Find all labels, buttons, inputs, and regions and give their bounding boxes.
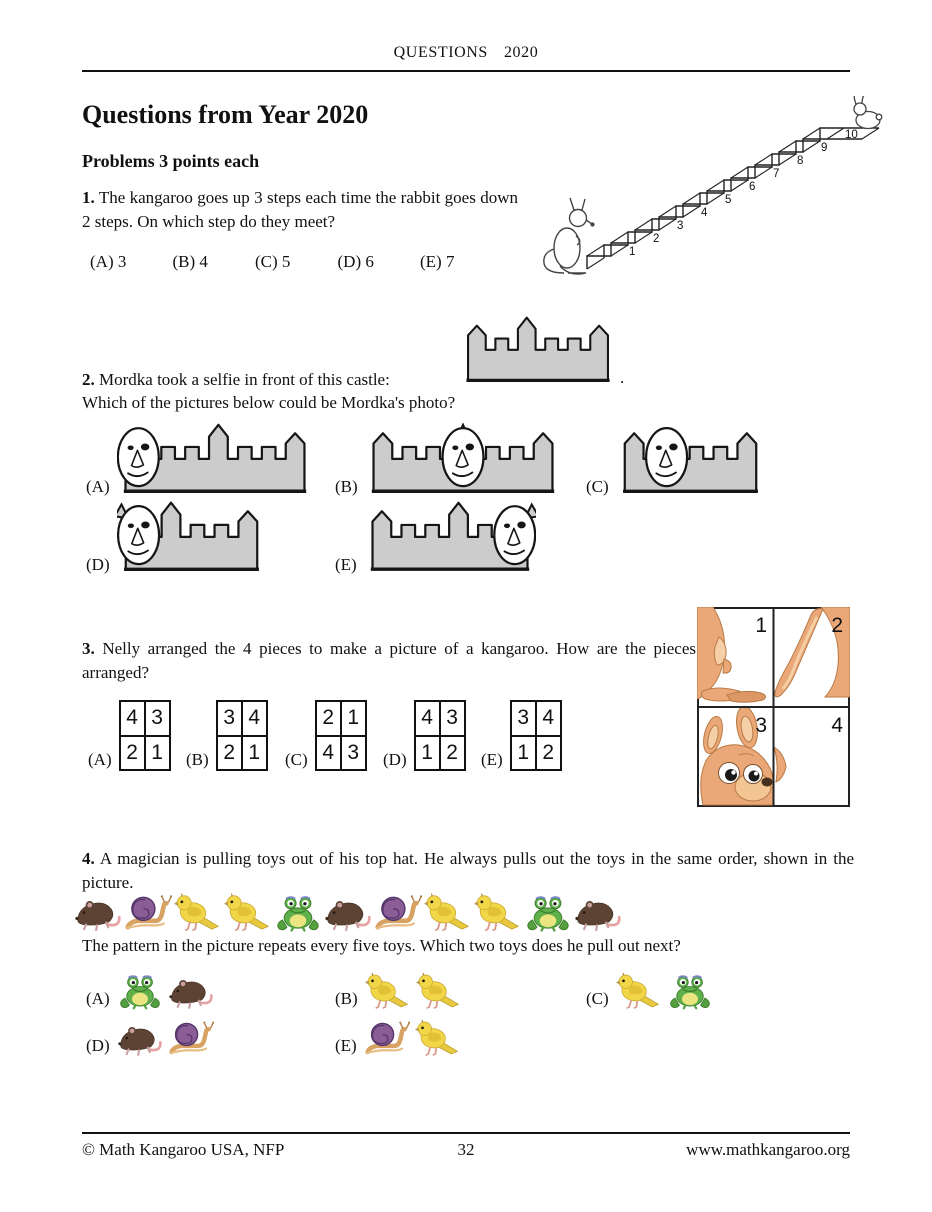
- answer-grid: [510, 700, 562, 771]
- grid-cell: 2: [316, 701, 341, 736]
- answer-choice: (E) 7: [420, 252, 455, 271]
- bird-toy-icon: [424, 893, 472, 932]
- grid-cell: 4: [242, 701, 267, 736]
- q4-number: 4.: [82, 849, 95, 868]
- grid-cell: 4: [536, 701, 561, 736]
- option-label: (C): [586, 477, 609, 496]
- castle-option-figure: [365, 423, 561, 498]
- page-header: [0, 44, 932, 62]
- q2-option-c: [586, 423, 765, 498]
- q2-text: 2. Mordka took a selfie in front of this castle:: [82, 370, 390, 389]
- footer-website: www.mathkangaroo.org: [686, 1140, 850, 1159]
- q3-option-c: [285, 700, 367, 771]
- answer-choice: (A) 3: [90, 252, 127, 271]
- option-label: (B): [335, 477, 358, 496]
- piece-number: 2: [831, 614, 843, 637]
- answer-choice: (B) 4: [172, 252, 208, 271]
- stair-step-number: 7: [773, 168, 780, 180]
- stair-step-number: 2: [653, 233, 660, 245]
- snail-toy-icon: [364, 1019, 410, 1057]
- castle-option-figure: [616, 423, 765, 498]
- grid-cell: 4: [316, 736, 341, 771]
- q4-question: The pattern in the picture repeats every five toys. Which two toys does he pull out next?: [82, 936, 681, 955]
- grid-cell: 4: [415, 701, 440, 736]
- castle-option-figure: [364, 501, 536, 576]
- q4-text: 4. A magician is pulling toys out of his top hat. He always pulls out the toys in the same order, shown in the picture.: [82, 849, 855, 892]
- q2-period: .: [620, 368, 625, 387]
- piece-number: 3: [755, 714, 767, 737]
- toy-pair-figure: [117, 1019, 214, 1057]
- q4-option-b: [335, 972, 462, 1010]
- snail-toy-icon: [168, 1019, 214, 1057]
- frog-toy-icon: [274, 893, 322, 932]
- stair-step-number: 10: [845, 129, 858, 141]
- q2-option-b: [335, 423, 561, 498]
- q4-option-c: [586, 972, 713, 1010]
- q2-question: Which of the pictures below could be Mordka's photo?: [82, 393, 456, 412]
- stair-step-number: 1: [629, 246, 636, 258]
- footer-rule: [82, 1132, 850, 1134]
- q2-option-d: [86, 501, 266, 576]
- castle-figure: [365, 423, 561, 493]
- grid-cell: 2: [217, 736, 242, 771]
- stair-step-number: 9: [821, 142, 828, 154]
- castle-option-figure: [117, 501, 266, 576]
- grid-cell: 2: [440, 736, 465, 771]
- toy-pair-figure: [364, 1019, 461, 1057]
- bird-toy-icon: [415, 1019, 461, 1057]
- toy-pair-figure: [117, 972, 214, 1010]
- q3-number: 3.: [82, 639, 95, 658]
- q1-number: 1.: [82, 188, 95, 207]
- snail-toy-icon: [374, 893, 422, 932]
- stair-step-number: 3: [677, 220, 684, 232]
- mouse-toy-icon: [74, 893, 122, 932]
- footer-page-number: 32: [457, 1140, 475, 1159]
- option-label: (E): [335, 555, 357, 574]
- castle-reference-figure: [460, 316, 616, 387]
- castle-figure: [616, 423, 765, 493]
- q4-option-d: [86, 1019, 214, 1057]
- bird-toy-icon: [365, 972, 411, 1010]
- grid-cell: 1: [511, 736, 536, 771]
- grid-cell: 1: [415, 736, 440, 771]
- toy-pair-figure: [616, 972, 713, 1010]
- q4-option-e: [335, 1019, 461, 1057]
- frog-toy-icon: [667, 972, 713, 1010]
- option-label: (B): [335, 989, 358, 1008]
- mouse-toy-icon: [168, 972, 214, 1010]
- grid-cell: 2: [120, 736, 145, 771]
- header-title: QUESTIONS 2020: [393, 44, 539, 61]
- castle-figure: [117, 501, 266, 571]
- rabbit-figure: [854, 96, 882, 129]
- grid-cell: 4: [120, 701, 145, 736]
- mouse-toy-icon: [324, 893, 372, 932]
- stair-step-number: 8: [797, 155, 804, 167]
- q3-option-b: [186, 700, 268, 771]
- bird-toy-icon: [616, 972, 662, 1010]
- piece-number: 4: [831, 714, 843, 737]
- option-label: (B): [186, 750, 209, 769]
- q3-option-a: [88, 700, 171, 771]
- section-heading: Problems 3 points each: [82, 151, 260, 171]
- q3-option-e: [481, 700, 562, 771]
- answer-grid: [216, 700, 268, 771]
- option-label: (E): [481, 750, 503, 769]
- answer-grid: [414, 700, 466, 771]
- bird-toy-icon: [416, 972, 462, 1010]
- staircase-figure: [534, 96, 886, 291]
- castle-figure: [364, 501, 536, 571]
- grid-cell: 3: [341, 736, 366, 771]
- grid-cell: 1: [145, 736, 170, 771]
- q1-choices: [90, 252, 503, 272]
- kangaroo-puzzle-figure: [697, 607, 850, 807]
- option-label: (E): [335, 1036, 357, 1055]
- toy-sequence-figure: [74, 888, 622, 932]
- bird-toy-icon: [174, 893, 222, 932]
- option-label: (A): [88, 750, 112, 769]
- option-label: (D): [86, 1036, 110, 1055]
- answer-choice: (C) 5: [255, 252, 291, 271]
- stair-step-number: 4: [701, 207, 708, 219]
- piece-number: 1: [755, 614, 767, 637]
- grid-cell: 1: [341, 701, 366, 736]
- grid-cell: 3: [217, 701, 242, 736]
- page-title: Questions from Year 2020: [82, 100, 369, 129]
- q2-option-a: [86, 423, 313, 498]
- q1-text: 1. The kangaroo goes up 3 steps each time the rabbit goes down 2 steps. On which step do they meet?: [82, 188, 518, 231]
- answer-grid: [315, 700, 367, 771]
- option-label: (D): [383, 750, 407, 769]
- grid-cell: 1: [242, 736, 267, 771]
- castle-figure: [460, 316, 616, 382]
- snail-toy-icon: [124, 893, 172, 932]
- q4-option-a: [86, 972, 214, 1010]
- bird-toy-icon: [474, 893, 522, 932]
- q3-text: 3. Nelly arranged the 4 pieces to make a picture of a kangaroo. How are the pieces arranged?: [82, 639, 696, 682]
- option-label: (C): [586, 989, 609, 1008]
- option-label: (A): [86, 989, 110, 1008]
- option-label: (C): [285, 750, 308, 769]
- frog-toy-icon: [524, 893, 572, 932]
- bird-toy-icon: [224, 893, 272, 932]
- frog-toy-icon: [117, 972, 163, 1010]
- option-label: (A): [86, 477, 110, 496]
- stair-step-number: 6: [749, 181, 756, 193]
- mouse-toy-icon: [117, 1019, 163, 1057]
- q2-number: 2.: [82, 370, 95, 389]
- answer-grid: [119, 700, 171, 771]
- grid-cell: 3: [145, 701, 170, 736]
- castle-figure: [117, 423, 313, 493]
- grid-cell: 3: [440, 701, 465, 736]
- toy-pair-figure: [365, 972, 462, 1010]
- q3-option-d: [383, 700, 466, 771]
- answer-choice: (D) 6: [337, 252, 374, 271]
- grid-cell: 2: [536, 736, 561, 771]
- mouse-toy-icon: [574, 893, 622, 932]
- stair-step-number: 5: [725, 194, 732, 206]
- q2-option-e: [335, 501, 536, 576]
- header-rule: [82, 70, 850, 72]
- castle-option-figure: [117, 423, 313, 498]
- grid-cell: 3: [511, 701, 536, 736]
- footer-copyright: © Math Kangaroo USA, NFP: [82, 1140, 285, 1159]
- option-label: (D): [86, 555, 110, 574]
